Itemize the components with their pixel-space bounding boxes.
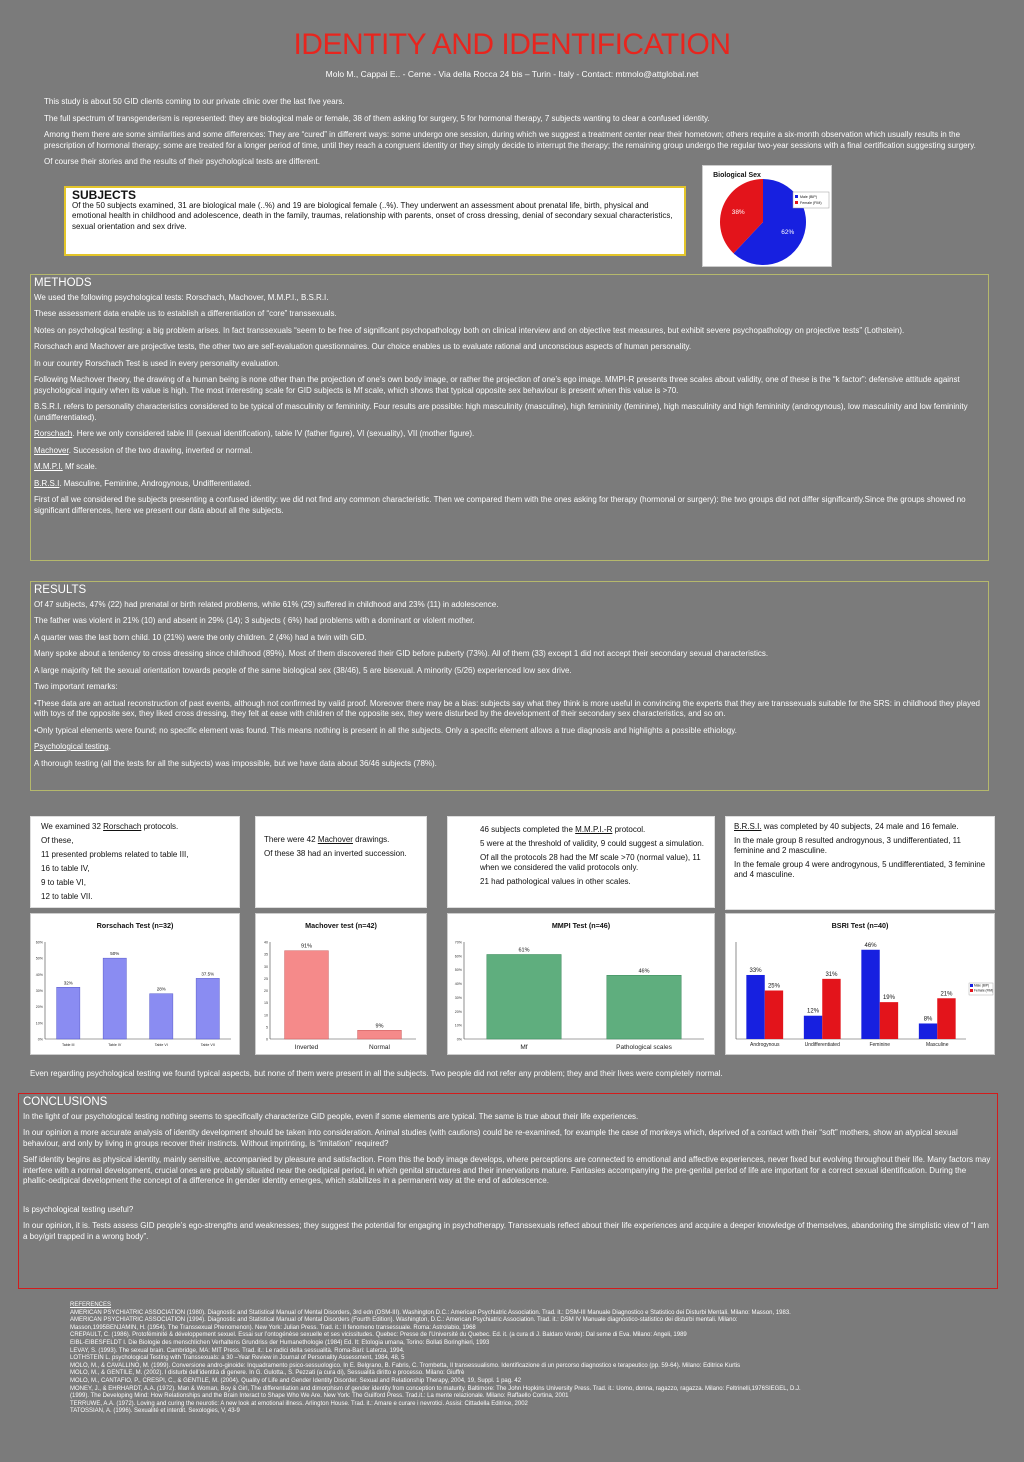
methods-heading: METHODS bbox=[34, 277, 92, 289]
rorschach-box-line: 16 to table IV, bbox=[41, 864, 90, 873]
reference-item: EIBL-EIBESFELDT I. Die Biologie des menschlichen Verhaltens Grundriss der Humanethologie (1984) Ed. It: Etologia umana, Torino: Bollati Boringhieri, 1993 bbox=[70, 1339, 490, 1346]
methods-paragraph: First of all we considered the subjects presenting a confused identity: we did not find any common characteristic. Then we compared them with the ones asking for therapy (hormonal or surgery): the two groups did not differ significantly.Since the groups showed no significant differences, here we present our data about all the subjects. bbox=[34, 495, 966, 515]
references-section bbox=[70, 1302, 950, 1416]
methods-bsri bbox=[34, 479, 984, 490]
y-tick-label: 40% bbox=[35, 972, 43, 977]
legend-swatch bbox=[970, 984, 973, 987]
x-tick-label: Masculine bbox=[925, 1042, 949, 1048]
methods-paragraph: These assessment data enable us to establish a differentiation of “core” transsexuals. bbox=[34, 309, 337, 318]
mmpi-chart bbox=[447, 913, 715, 1055]
x-tick-label: Table III bbox=[61, 1043, 75, 1047]
mmpi-chart-svg bbox=[448, 914, 714, 1054]
poster-title: IDENTITY AND IDENTIFICATION bbox=[293, 28, 731, 61]
y-tick-label: 20% bbox=[35, 1005, 43, 1010]
rorschach-label: Rorschach bbox=[34, 429, 73, 438]
bar bbox=[822, 979, 840, 1039]
results-heading: RESULTS bbox=[34, 584, 87, 596]
bar-value-label: 12% bbox=[807, 1008, 820, 1015]
bar bbox=[765, 991, 783, 1040]
results-paragraph: Of 47 subjects, 47% (22) had prenatal or birth related problems, while 61% (29) suffered in childhood and 23% (11) in adolescence. bbox=[34, 599, 499, 609]
methods-section bbox=[30, 274, 989, 561]
chart-title: Rorschach Test (n=32) bbox=[96, 921, 174, 930]
reference-item: AMERICAN PSYCHIATRIC ASSOCIATION (1994). Diagnostic and Statistical Manual of Mental Disorders (Fourth Edition). Washington, D.C.: American Psychiatric Association. Trad. it.: DSM IV Manuale diagnostico-statistico dei disturbi mentali. Milano: bbox=[70, 1317, 738, 1324]
reference-item: (1999). The Developing Mind: How Relationships and the Brain Interact to Shape Who We Are. New York: The Guilford Press. Trad.it.: La mente relazionale. Milano: Raffaello Cortina, 2001 bbox=[70, 1393, 569, 1400]
results-paragraph: Many spoke about a tendency to cross dressing since childhood (89%). Most of them discovered their GID before puberty (73%). All of them (33) except 1 did not accept their secondary sexual characteristics. bbox=[34, 649, 769, 658]
authors-line: Molo M., Cappai E.. - Cerne - Via della Rocca 24 bis – Turin - Italy - Contact: mtmolo@attglobal.net bbox=[325, 69, 699, 79]
bar-value-label: 8% bbox=[923, 1016, 933, 1023]
bar-value-label: 61% bbox=[518, 947, 530, 954]
methods-paragraph: Notes on psychological testing: a big problem arises. In fact transsexuals “seem to be free of significant psychopathology both on clinical interview and on objective test measures, but exhibit severe psychopathology on projective tests” (Lothstein). bbox=[34, 325, 905, 335]
reference-item: AMERICAN PSYCHIATRIC ASSOCIATION (1980). Diagnostic and Statistical Manual of Mental Disorders, 3rd edn (DSM-III). Washington D.C.: American Psychiatric Association. Trad. it.: DSM-III Manuale Diagnostico e Statistico dei Disturbi Mentali. Milano: Masson, 1983. bbox=[70, 1309, 791, 1316]
legend-swatch bbox=[795, 201, 798, 204]
bar bbox=[861, 950, 879, 1039]
pie-chart-svg bbox=[703, 166, 831, 266]
x-tick-label: Feminine bbox=[869, 1042, 891, 1048]
mmpi-box-line: Of all the protocols 28 had the Mf scale >70 (normal value), 11 when we considered the valid protocols only. bbox=[480, 853, 701, 872]
mmpi-label: M.M.P.I. bbox=[34, 462, 63, 471]
psych-dot: . bbox=[108, 742, 111, 751]
results-paragraph: A quarter was the last born child. 10 (21%) were the only children. 2 (4%) had a twin with GID. bbox=[34, 632, 367, 642]
y-tick-label: 5 bbox=[266, 1025, 268, 1030]
rorschach-text: . Here we only considered table III (sexual identification), table IV (father figure), VI (sexuality), VII (mother figure). bbox=[72, 429, 475, 438]
bar bbox=[103, 958, 126, 1039]
chart-title: MMPI Test (n=46) bbox=[551, 921, 611, 930]
methods-paragraph: In our country Rorschach Test is used in every personality evaluation. bbox=[34, 358, 280, 368]
rorschach-chart bbox=[30, 913, 240, 1055]
machover-chart-svg bbox=[256, 914, 426, 1054]
legend-label: Female (FIM) bbox=[800, 201, 822, 205]
y-tick-label: 30 bbox=[264, 964, 268, 969]
reference-item: CREPAULT, C. (1986). Protoféminité & développement sexuel. Essai sur l’ontogénèse sexuelle et ses vicissitudes. Quebec: Presse de l’Université du Quebec. Ed. it. (a cura di J. Baldaro Verde): Dal seme di Eva. Milano: Angeli, 1989 bbox=[70, 1332, 687, 1339]
bar bbox=[880, 1002, 898, 1039]
y-tick-label: 35 bbox=[264, 952, 268, 957]
results-paragraph: •These data are an actual reconstruction of past events, although not confirmed by valid proof. Moreover there may be a bias: subjects say what they think is more useful in convincing the experts that they are transsexuals suitable for the SRS: in childhood they played with toys of the opposite sex, they liked cross dressing, they felt at ease with children of the opposite sex, they were disturbed by the development of their secondary sex characteristics, and so on. bbox=[34, 698, 980, 718]
legend-label: Male (BIP) bbox=[974, 983, 990, 988]
intro-paragraph: Of course their stories and the results of their psychological tests are different. bbox=[44, 157, 320, 166]
y-tick-label: 50% bbox=[35, 956, 43, 961]
y-tick-label: 0 bbox=[266, 1037, 268, 1042]
rorschach-box-line: 9 to table VI, bbox=[41, 878, 86, 887]
bar-value-label: 19% bbox=[882, 995, 895, 1002]
results-paragraph: A large majority felt the sexual orientation towards people of the same biological sex (38/46), 5 are bisexual. A minority (5/26) experienced low sex drive. bbox=[34, 665, 572, 675]
conclusions-paragraph: Self identity begins as physical identity, mainly sensitive, accompanied by pleasure and satisfaction. From this the body image develops, where perceptions are connected to emotional and affective experiences, never fixed but evolving throughout their life. Many factors may interfere with a normal development, crucial ones are probably situated near the oedipical period, in which genital structures and their innervations mature. Fantasies accompanying the pre-genital period of life are important for a correct sexual identification. During the phallic-oedipical development the concept of a difference in gender identity emerges, which stabilizes in a permanent way at the end of adolescence. bbox=[23, 1155, 991, 1185]
bsri-text: . Masculine, Feminine, Androgynous, Undifferentiated. bbox=[59, 478, 252, 488]
results-paragraph: •Only typical elements were found; no specific element was found. This means nothing is present in all the subjects. Only a specific element allows a true diagnosis and highlights a possible ethiology. bbox=[34, 725, 737, 735]
machover-box-line: Of these 38 had an inverted succession. bbox=[264, 849, 407, 858]
subjects-heading: SUBJECTS bbox=[72, 188, 137, 202]
bar-value-label: 46% bbox=[638, 968, 650, 975]
chart-title: BSRI Test (n=40) bbox=[831, 921, 889, 930]
y-tick-label: 10% bbox=[35, 1021, 43, 1026]
conclusions-heading: CONCLUSIONS bbox=[23, 1096, 108, 1108]
legend-swatch bbox=[795, 195, 798, 198]
chart-title: Machover test (n=42) bbox=[305, 921, 377, 930]
x-tick-label: Androgynous bbox=[750, 1042, 780, 1048]
machover-chart bbox=[255, 913, 427, 1055]
bar-value-label: 9% bbox=[375, 1023, 384, 1030]
bar bbox=[196, 978, 219, 1039]
references-list bbox=[70, 1310, 950, 1416]
bar-value-label: 50% bbox=[110, 951, 120, 957]
box-text: protocols. bbox=[141, 822, 179, 831]
y-tick-label: 30% bbox=[454, 995, 462, 1000]
x-tick-label: Inverted bbox=[294, 1044, 319, 1051]
intro-paragraph: Among them there are some similarities and some differences: They are “cured” in different ways: some undergo one session, during which we suggest a treatment center near their hometown; others require a six-month observation which usually results in the prescription of hormonal therapy; some are treated for a longer period of time, until they reach a congruent identity or they simply decide to interrupt the therapy; the remaining group undergo the regular two-year sessions with a final certification suggesting surgery. bbox=[44, 130, 976, 150]
bar bbox=[804, 1016, 822, 1039]
conclusions-paragraph: In our opinion a more accurate analysis of identity development should be taken into consideration. Animal studies (with cautions) could be re-examined, for example the case of monkeys which, deprived of a contact with their “soft” mothers, show an atypical sexual behaviour, and only by living in groups recover their instincts. Without imprinting, is “imitation” required? bbox=[23, 1128, 958, 1148]
y-tick-label: 20 bbox=[264, 989, 268, 993]
reference-item: TATOSSIAN, A. (1996). Sexualité et interdit. Sexologies, V, 43-9 bbox=[70, 1408, 240, 1415]
rorschach-box-line: 12 to table VII. bbox=[41, 892, 93, 901]
box-text: There were 42 bbox=[264, 835, 318, 844]
bar bbox=[919, 1023, 937, 1039]
conclusions-section bbox=[18, 1093, 998, 1289]
results-section bbox=[30, 581, 989, 791]
machover-box bbox=[255, 816, 427, 908]
results-paragraph: The father was violent in 21% (10) and absent in 29% (14); 3 subjects ( 6%) had problems with a dominant or violent mother. bbox=[34, 616, 475, 625]
machover-text: . Succession of the two drawing, inverted or normal. bbox=[68, 445, 253, 455]
intro-section bbox=[44, 97, 984, 174]
y-tick-label: 0% bbox=[456, 1037, 462, 1042]
summary-line: Even regarding psychological testing we found typical aspects, but none of them were present in all the subjects. Two people did not refer any problem; they and their lives were completely normal. bbox=[30, 1069, 723, 1078]
reference-item: Masson,1995BENJAMIN, H. (1954). The Transsexual Phenomenon). New York: Julian Press. Trad. it.: Il fenomeno transessuale. Roma: Astrolabio, 1968 bbox=[70, 1324, 476, 1331]
bar bbox=[746, 975, 764, 1039]
x-tick-label: Normal bbox=[369, 1044, 390, 1051]
y-tick-label: 15 bbox=[264, 1001, 268, 1006]
pie-value-label: 38% bbox=[731, 209, 745, 217]
bar-value-label: 31% bbox=[825, 971, 838, 978]
methods-paragraph: We used the following psychological tests: Rorschach, Machover, M.M.P.I., B.S.R.I. bbox=[34, 292, 329, 302]
box-underline: M.M.P.I.-R bbox=[575, 825, 613, 834]
methods-machover bbox=[34, 446, 984, 457]
bar-value-label: 91% bbox=[300, 943, 313, 950]
bar-value-label: 32% bbox=[63, 980, 73, 986]
y-tick-label: 40% bbox=[454, 982, 462, 987]
reference-item: TERRUWE, A.A. (1972). Loving and curing the neurotic: A new look at emotional illness. Arlington House. Trad. it.: Amare e curare i nevrotici. Assisi: Cittadella Editrice, 2002 bbox=[70, 1400, 528, 1407]
reference-item: MOLO, M., CANTAFIO, P., CRESPI, C., & GENTILE, M. (2004). Quality of Life and Gender Identity Disorder. Sexual and Relationship Therapy, 2004, 19, Suppl. 1 pag. 42 bbox=[70, 1377, 522, 1384]
box-text: protocol. bbox=[612, 825, 646, 834]
conclusions-paragraph: Is psychological testing useful? bbox=[23, 1204, 134, 1214]
y-tick-label: 60% bbox=[454, 954, 462, 959]
biological-sex-chart bbox=[702, 165, 832, 267]
legend-swatch bbox=[970, 989, 973, 992]
subjects-text: Of the 50 subjects examined, 31 are biological male (..%) and 19 are biological female (..%). They underwent an assessment about prenatal life, birth, physical and emotional health in childhood and adolescence, death in the family, traumas, relationship with parents, onset of cross dressing, denial of secondary sexual characteristics, sexual orientation and sex drive. bbox=[72, 200, 673, 231]
mmpi-box bbox=[447, 816, 715, 908]
bsri-label: B.R.S.I bbox=[34, 478, 60, 488]
x-tick-label: Mf bbox=[520, 1044, 528, 1051]
bsri-box bbox=[725, 816, 995, 910]
intro-paragraph: This study is about 50 GID clients coming to our private clinic over the last five years. bbox=[44, 97, 345, 106]
y-tick-label: 25 bbox=[264, 976, 268, 981]
bar-value-label: 25% bbox=[767, 983, 780, 990]
reference-item: LEVAY, S. (1993). The sexual brain. Cambridge, MA: MIT Press. Trad. it.: Le radici della sessualità. Roma-Bari: Laterza, 1994. bbox=[70, 1347, 405, 1354]
bar-value-label: 21% bbox=[940, 991, 953, 998]
methods-paragraph: Rorschach and Machover are projective tests, the other two are self-evaluation questionnaires. Our choice enables us to evaluate rational and unconscious aspects of human personality. bbox=[34, 342, 692, 351]
bar-value-label: 37.5% bbox=[201, 971, 215, 977]
reference-item: LOTHSTEIN L. psychological Testing with Transsexuals: a 30 –Year Review in Journal of Personality Assessment, 1984, 48, 5 bbox=[70, 1355, 405, 1362]
methods-mmpi bbox=[34, 462, 984, 473]
rorschach-box-line: Of these, bbox=[41, 836, 74, 845]
bar-value-label: 46% bbox=[864, 942, 877, 949]
y-tick-label: 60% bbox=[35, 940, 43, 945]
mmpi-box-line: 5 were at the threshold of validity, 9 could suggest a simulation. bbox=[480, 839, 704, 848]
x-tick-label: Table VII bbox=[200, 1043, 215, 1047]
box-text: We examined 32 bbox=[41, 822, 104, 831]
methods-rorschach bbox=[34, 429, 984, 440]
reference-item: MOLO, M., & GENTILE, M. (2002). I disturbi dell’identità di genere. In G. Gulotta., S. Pezzati (a cura di), Sessualità diritto e processo. Milano: Giuffrè bbox=[70, 1370, 465, 1377]
y-tick-label: 0% bbox=[37, 1037, 43, 1042]
rorschach-box bbox=[30, 816, 240, 908]
reference-item: MOLO, M., & CAVALLINO, M. (1999). Conversione andro-ginoide: Inquadramento psico-sessuologico. In E. Belgrano, B. Fabris, C. Trombetta, Il transessualismo. Identificazione di un percorso diagnostico e terapeutico (pp. 59-64). Milano: Editrice Kurtis bbox=[70, 1362, 741, 1369]
bar bbox=[607, 975, 681, 1039]
methods-paragraph: B.S.R.I. refers to personality characteristics considered to be typical of masculinity or femininity. Four results are possible: high masculinity (masculine), high femininity (feminine), high masculinity and high femininity (androgynous), low masculinity and low femininity (undifferentiated). bbox=[34, 402, 968, 422]
box-underline: Machover bbox=[317, 835, 353, 844]
bsri-box-line: In the male group 8 resulted androgynous, 3 undifferentiated, 11 feminine and 2 masculine. bbox=[734, 836, 961, 855]
bsri-box-line: In the female group 4 were androgynous, 5 undifferentiated, 3 feminine and 4 masculine. bbox=[734, 860, 986, 879]
y-tick-label: 70% bbox=[454, 940, 462, 945]
results-paragraph: Two important remarks: bbox=[34, 682, 118, 691]
methods-paragraph: Following Machover theory, the drawing of a human being is none other than the projection of one’s own body image, or rather the projection of one’s ego image. MMPI-R presents three scales about validity, one of these is the “k factor”: defensive attitude against psychological inquiry when its value is high. The most interesting scale for GID subjects is Mf scale, which shows that typical opposite sex behaviour is present when this value is >70. bbox=[34, 375, 960, 395]
subjects-box bbox=[64, 186, 686, 256]
x-tick-label: Pathological scales bbox=[616, 1044, 672, 1051]
mmpi-text: Mf scale. bbox=[62, 462, 97, 471]
x-tick-label: Undifferentiated bbox=[804, 1042, 840, 1048]
legend-label: Male (BIP) bbox=[800, 195, 817, 199]
results-paragraph: A thorough testing (all the tests for all the subjects) was impossible, but we have data about 36/46 subjects (78%). bbox=[34, 758, 437, 768]
machover-box-line bbox=[264, 835, 418, 845]
y-tick-label: 30% bbox=[35, 989, 43, 993]
conclusions-paragraph: In our opinion, it is. Tests assess GID people’s ego-strengths and weaknesses; they suggest the potential for engaging in psychotherapy. Transsexuals reflect about their life experiences and acquire a deeper knowledge of themselves, abandoning the simplistic view of “I am a boy/girl trapped in a wrong body”. bbox=[23, 1221, 989, 1241]
machover-label: Machover bbox=[34, 445, 69, 455]
psych-testing-label: Psychological testing bbox=[34, 742, 109, 751]
results-psych bbox=[34, 742, 984, 753]
bar-value-label: 28% bbox=[156, 986, 166, 992]
mmpi-box-line: 21 had pathological values in other scales. bbox=[480, 877, 631, 886]
y-tick-label: 20% bbox=[454, 1009, 462, 1014]
y-tick-label: 10% bbox=[454, 1023, 462, 1028]
bar bbox=[937, 998, 955, 1039]
legend-label: Female (FIM) bbox=[974, 988, 994, 993]
box-underline: B.R.S.I. bbox=[734, 822, 762, 831]
chart-title: Biological Sex bbox=[713, 172, 761, 179]
bar bbox=[285, 951, 329, 1039]
bar bbox=[150, 994, 173, 1039]
rorschach-chart-svg bbox=[31, 914, 239, 1054]
box-text: 46 subjects completed the bbox=[480, 825, 576, 834]
reference-item: MONEY, J., & EHRHARDT, A.A. (1972). Man & Woman, Boy & Girl, The differentiation and dimorphism of gender identity from conception to maturity. Baltimore: The John Hopkins University Press. Trad. it.: Uomo, donna, ragazzo, ragazza. Milano: Feltrinelli,1976SIEGEL, D.J. bbox=[70, 1385, 801, 1392]
rorschach-box-line bbox=[41, 822, 229, 832]
y-tick-label: 50% bbox=[454, 968, 462, 973]
x-tick-label: Table IV bbox=[108, 1043, 122, 1047]
bar bbox=[57, 987, 80, 1039]
box-text: drawings. bbox=[352, 835, 390, 844]
mmpi-box-line bbox=[480, 825, 704, 835]
bar bbox=[358, 1030, 402, 1039]
references-heading: REFERENCES bbox=[70, 1302, 112, 1308]
y-tick-label: 10 bbox=[264, 1013, 268, 1018]
y-tick-label: 40 bbox=[264, 940, 268, 945]
box-text: was completed by 40 subjects, 24 male and 16 female. bbox=[761, 822, 959, 831]
conclusions-paragraph: In the light of our psychological testing nothing seems to specifically characterize GID people, even if some elements are typical. The same is true about their life experiences. bbox=[23, 1111, 639, 1121]
x-tick-label: Table VI bbox=[154, 1043, 168, 1047]
bsri-chart-svg bbox=[726, 914, 994, 1054]
bsri-box-line bbox=[734, 822, 986, 832]
bar bbox=[487, 954, 561, 1039]
box-underline: Rorschach bbox=[103, 822, 142, 831]
rorschach-box-line: 11 presented problems related to table III, bbox=[41, 850, 189, 859]
bar-value-label: 33% bbox=[749, 967, 762, 974]
intro-paragraph: The full spectrum of transgenderism is represented: they are biological male or female, 38 of them asking for surgery, 5 for hormonal therapy, 7 subjects wanting to clear a confused identity. bbox=[44, 113, 710, 123]
pie-value-label: 62% bbox=[781, 228, 795, 236]
bsri-chart bbox=[725, 913, 995, 1055]
